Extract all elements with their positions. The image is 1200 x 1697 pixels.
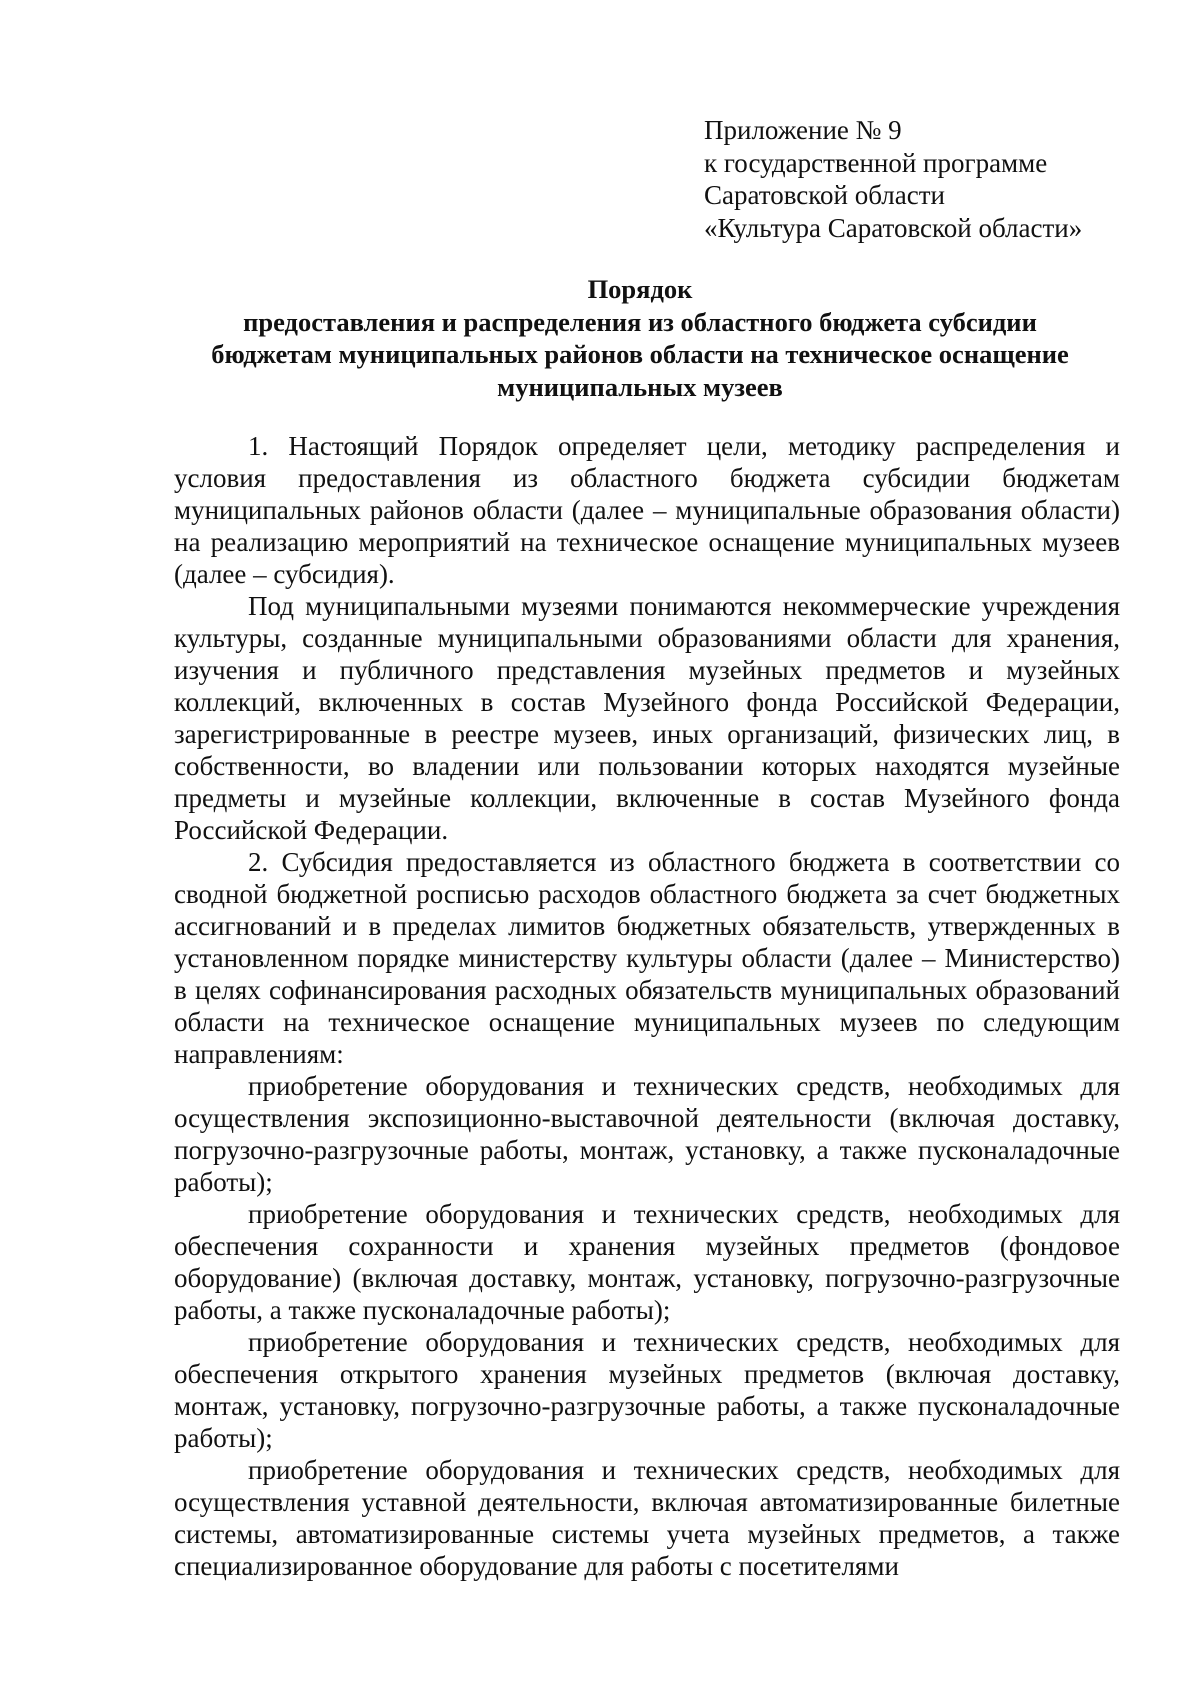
appendix-program-name: «Культура Саратовской области» (704, 212, 1083, 243)
document-body (174, 430, 1120, 1581)
document-title (150, 273, 1130, 403)
direction-storage-equipment: приобретение оборудования и технических средств, необходимых для обеспечения сохранности и хранения музейных предметов (фондовое оборудование) (включая доставку, монтаж, установку, погрузочно-разгрузочные работы, а также пусконаладочные работы); (174, 1199, 1120, 1325)
paragraph-2-subsidy: 2. Субсидия предоставляется из областного бюджета в соответствии со сводной бюджетной росписью расходов областного бюджета за счет бюджетных ассигнований и в пределах лимитов бюджетных обязательств, утвержденных в установленном порядке министерству культуры области (далее – Министерство) в целях софинансирования расходных обязательств муниципальных образований области на техническое оснащение муниципальных музеев по следующим направлениям: (174, 847, 1120, 1069)
appendix-number: Приложение № 9 (704, 115, 902, 145)
title-line-2: предоставления и распределения из областного бюджета субсидии (243, 306, 1037, 337)
title-line-4: муниципальных музеев (497, 371, 783, 402)
title-line-3: бюджетам муниципальных районов области на техническое оснащение (211, 339, 1069, 369)
direction-statutory-activity: приобретение оборудования и технических средств, необходимых для осуществления уставной деятельности, включая автоматизированные билетные системы, автоматизированные системы учета музейных предметов, а также специализированное оборудование для работы с посетителями (174, 1455, 1120, 1581)
direction-exhibition-equipment: приобретение оборудования и технических средств, необходимых для осуществления экспозиционно-выставочной деятельности (включая доставку, погрузочно-разгрузочные работы, монтаж, установку, а также пусконаладочные работы); (174, 1071, 1120, 1197)
paragraph-museum-definition: Под муниципальными музеями понимаются некоммерческие учреждения культуры, созданные муниципальными образованиями области для хранения, изучения и публичного представления музейных предметов и музейных коллекций, включенных в состав Музейного фонда Российской Федерации, зарегистрированные в реестре музеев, иных организаций, физических лиц, в собственности, во владении или пользовании которых находятся музейные предметы и музейные коллекции, включенные в состав Музейного фонда Российской Федерации. (174, 591, 1120, 845)
title-line-1: Порядок (587, 274, 693, 304)
appendix-region: Саратовской области (704, 180, 945, 210)
direction-open-storage: приобретение оборудования и технических средств, необходимых для обеспечения открытого хранения музейных предметов (включая доставку, монтаж, установку, погрузочно-разгрузочные работы, а также пусконаладочные работы); (174, 1327, 1120, 1453)
appendix-program: к государственной программе (704, 147, 1048, 178)
paragraph-1-purpose: 1. Настоящий Порядок определяет цели, методику распределения и условия предоставления из областного бюджета субсидии бюджетам муниципальных районов области (далее – муниципальные образования области) на реализацию мероприятий на техническое оснащение муниципальных музеев (далее – субсидия). (174, 431, 1120, 589)
appendix-header (704, 114, 1184, 244)
